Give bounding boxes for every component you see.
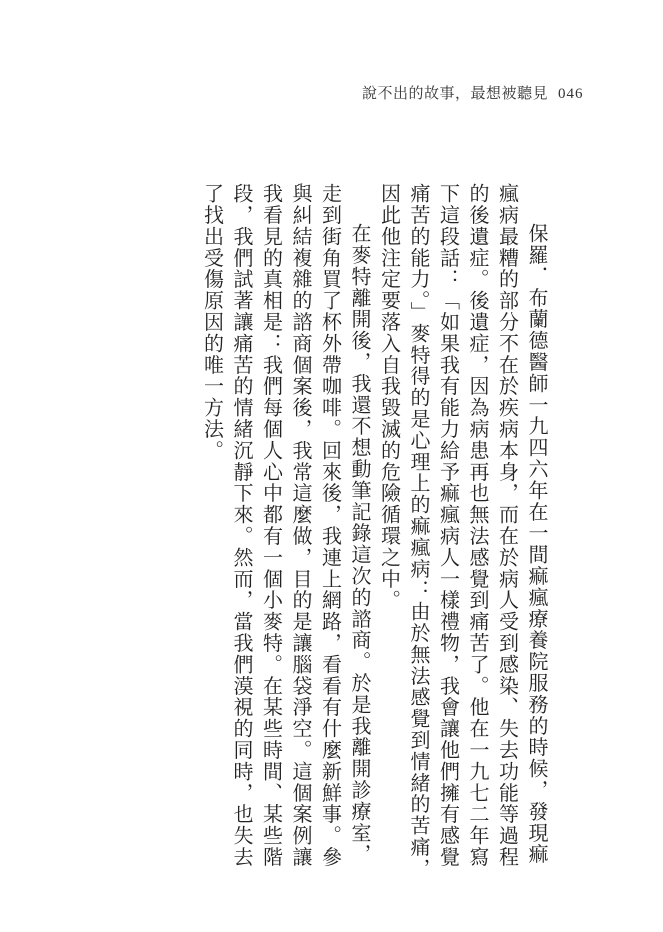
paragraph-1: 保羅．布蘭德醫師一九四六年在一間痲瘋療養院服務的時候，發現痲瘋病最糟的部分不在於疾病本身，而在於病人受到感染、失去功能等過程的後遺症。後遺症，因為病患再也無法感覺到痛苦了。他在一九七二年寫下這段話：「如果我有能力給予痲瘋病人一樣禮物，我會讓他們擁有感覺痛苦的能力。」麥特得的是心理上的痲瘋病：由於無法感覺到情緒的苦痛，因此他注定要落入自我毀滅的危險循環之中。 bbox=[377, 183, 549, 880]
running-title: 說不出的故事，最想被聽見 bbox=[362, 84, 549, 102]
page-number: 046 bbox=[558, 86, 584, 102]
running-header bbox=[362, 82, 584, 103]
paragraph-2: 在麥特離開後，我還不想動筆記錄這次的諮商。於是我離開診療室，走到街角買了杯外帶咖啡。回來後，我連上網路，看看有什麼新鮮事。參與糾結複雜的諮商個案後，我常這麼做，目的是讓腦袋淨空。這個案例讓我看見的真相是：我們每個人心中都有一個小麥特。在某些時間、某些階段，我們試著讓痛苦的情緒沉靜下來。然而，當我們漠視的同時，也失去了找出受傷原因的唯一方法。 bbox=[200, 183, 372, 868]
body-text bbox=[197, 183, 551, 883]
